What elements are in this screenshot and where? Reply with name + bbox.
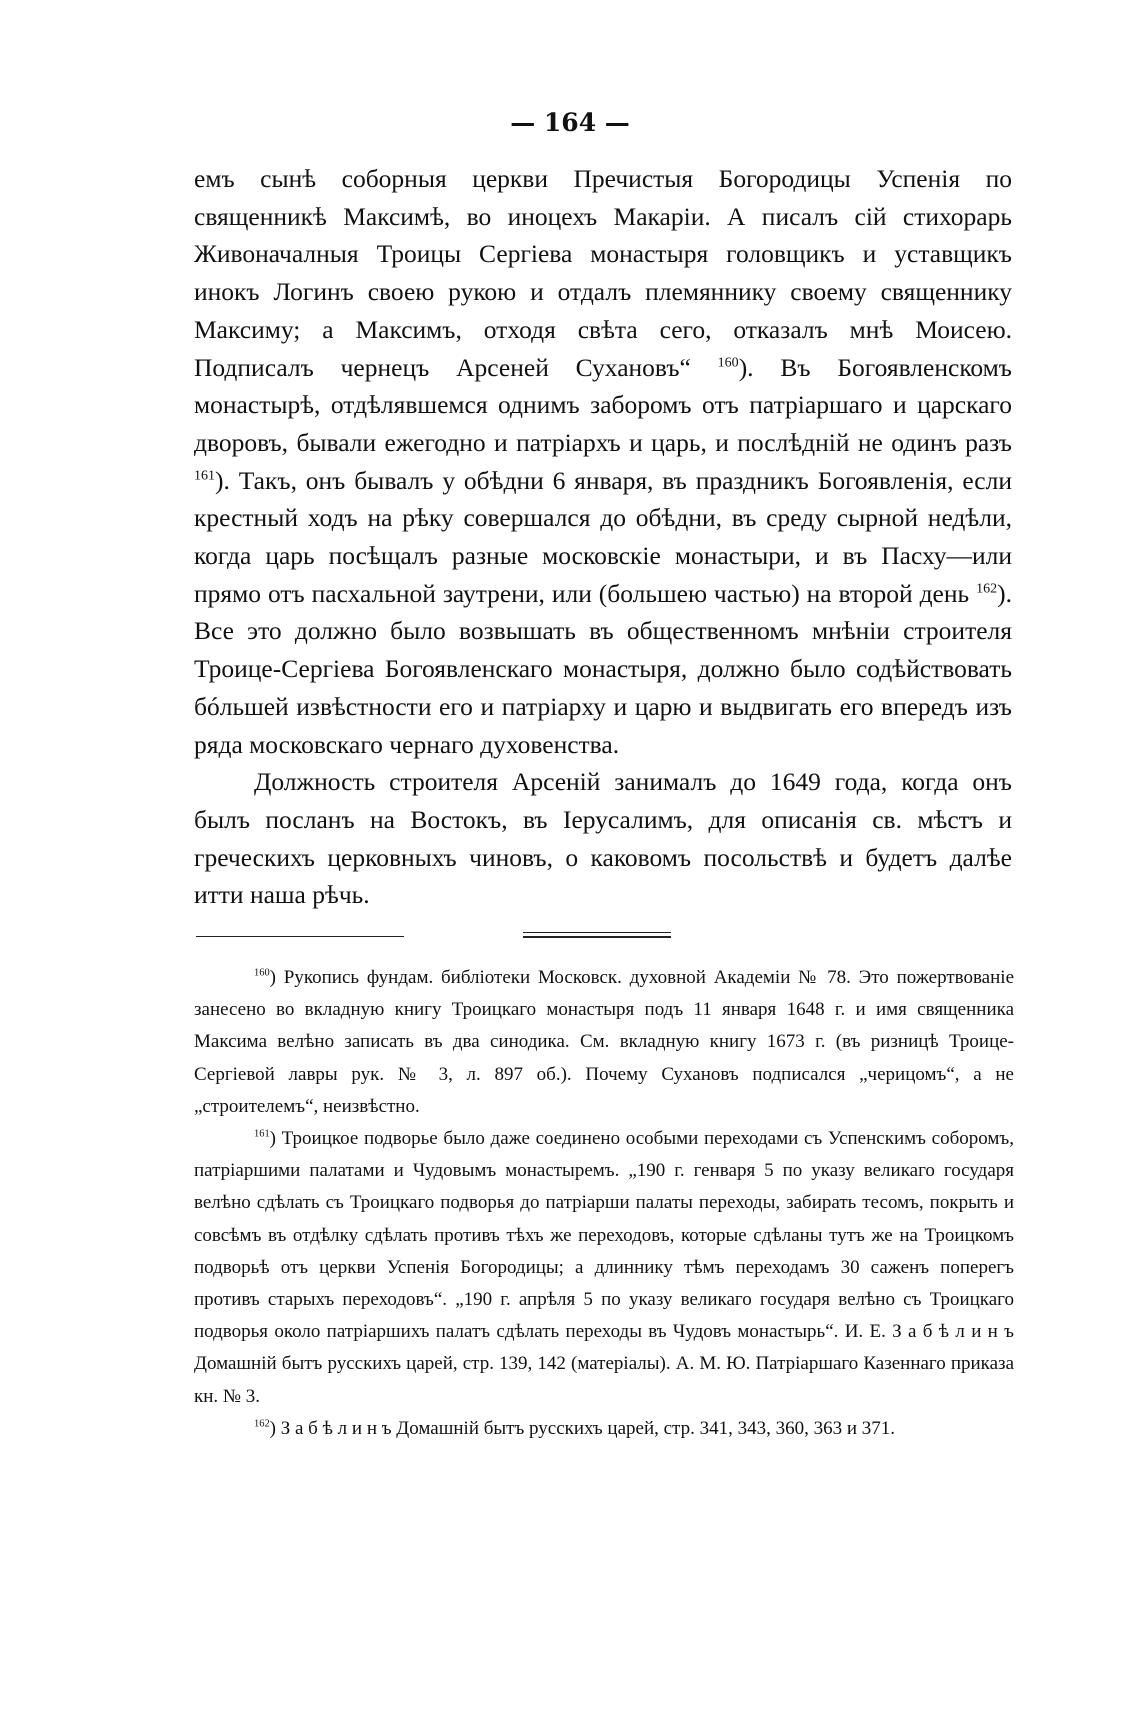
footnote-text: ) Рукопись фундам. библіотеки Московск. духовной Академіи № 78. Это пожертвованіе занесено во вкладную книгу Троицкаго монастыря подъ 11 января 1648 г. и имя священника Максима велѣно записать въ два синодика. См. вкладную книгу 1673 г. (въ ризницѣ Троице-Сергіевой лавры рук. № 3, л. 897 об.). Почему Сухановъ подписался „черицомъ“, а не „строителемъ“, неизвѣстно. [194, 967, 1014, 1117]
footnote-marker: 161 [254, 1128, 270, 1140]
main-paragraph-2 [194, 763, 1012, 914]
page-number: — 164 — [510, 108, 630, 137]
footnote-ref-160: 160 [717, 355, 739, 371]
footnote-marker: 160 [254, 967, 270, 979]
footnote-161 [194, 1123, 1014, 1413]
text-run: ). Въ Богоявленскомъ монастырѣ, отдѣлявшемся однимъ заборомъ отъ патріаршаго и царскаго дворовъ, бывали ежегодно и патріархъ и царь, и послѣдній не одинъ разъ [194, 352, 1012, 457]
text-run: Должность строителя Арсеній занималъ до 1649 года, когда онъ былъ посланъ на Востокъ, въ Іерусалимъ, для описанія св. мѣстъ и греческихъ церковныхъ чиновъ, о каковомъ посольствѣ и будетъ далѣе итти наша рѣчь. [194, 767, 1012, 910]
footnote-text: ) З а б ѣ л и н ъ Домашній бытъ русскихъ царей, стр. 341, 343, 360, 363 и 371. [269, 1417, 895, 1439]
main-text [194, 160, 1012, 914]
footnote-separator-right [523, 932, 671, 938]
footnote-separator-left [196, 936, 404, 937]
footnote-ref-161: 161 [194, 468, 216, 484]
footnote-160 [194, 962, 1014, 1123]
footnote-marker: 162 [254, 1418, 270, 1430]
footnotes [194, 962, 1014, 1445]
text-run: ). Такъ, онъ бывалъ у обѣдни 6 января, въ праздникъ Богоявленія, если крестный ходъ на рѣку совершался до обѣдни, въ среду сырной недѣли, когда царь посѣщалъ разные московскіе монастыри, и въ Пасху—или прямо отъ пасхальной заутрени, или (большею частью) на второй день [194, 465, 1012, 608]
text-run: емъ сынѣ соборныя церкви Пречистыя Богородицы Успенія по священникѣ Максимѣ, во иноцехъ Макаріи. А писалъ сій стихорарь Живоначалныя Троицы Сергіева монастыря головщикъ и уставщикъ инокъ Логинъ своею рукою и отдалъ племяннику своему священнику Максиму; а Максимъ, отходя свѣта сего, отказалъ мнѣ Моисею. Подписалъ чернецъ Арсеней Сухановъ“ [194, 164, 1012, 382]
text-run: ). Все это должно было возвышать въ общественномъ мнѣніи строителя Троице-Сергіева Богоявленскаго монастыря, должно было содѣйствовать бóльшей извѣстности его и патріарху и царю и выдвигать его впередъ изъ ряда московскаго чернаго духовенства. [194, 578, 1012, 759]
footnote-ref-162: 162 [976, 581, 998, 597]
footnote-text: ) Троицкое подворье было даже соединено особыми переходами съ Успенскимъ соборомъ, патріаршими палатами и Чудовымъ монастыремъ. „190 г. генваря 5 по указу великаго государя велѣно сдѣлать съ Троицкаго подворья до патріарши палаты переходы, забирать тесомъ, покрыть и совсѣмъ въ отдѣлку сдѣлать противъ тѣхъ же переходовъ, которые сдѣланы тутъ же на Троицкомъ подворьѣ отъ церкви Успенія Богородицы; а длиннику тѣмъ переходамъ 30 саженъ поперегъ противъ старыхъ переходовъ“. „190 г. апрѣля 5 по указу великаго государя велѣно съ Троицкаго подворья около патріаршихъ палатъ сдѣлать переходы въ Чудовъ монастырь“. И. Е. З а б ѣ л и н ъ Домашній бытъ русскихъ царей, стр. 139, 142 (матеріалы). А. М. Ю. Патріаршаго Казеннаго приказа кн. № 3. [194, 1128, 1014, 1407]
footnote-162 [194, 1413, 1014, 1445]
main-paragraph-1 [194, 160, 1012, 763]
